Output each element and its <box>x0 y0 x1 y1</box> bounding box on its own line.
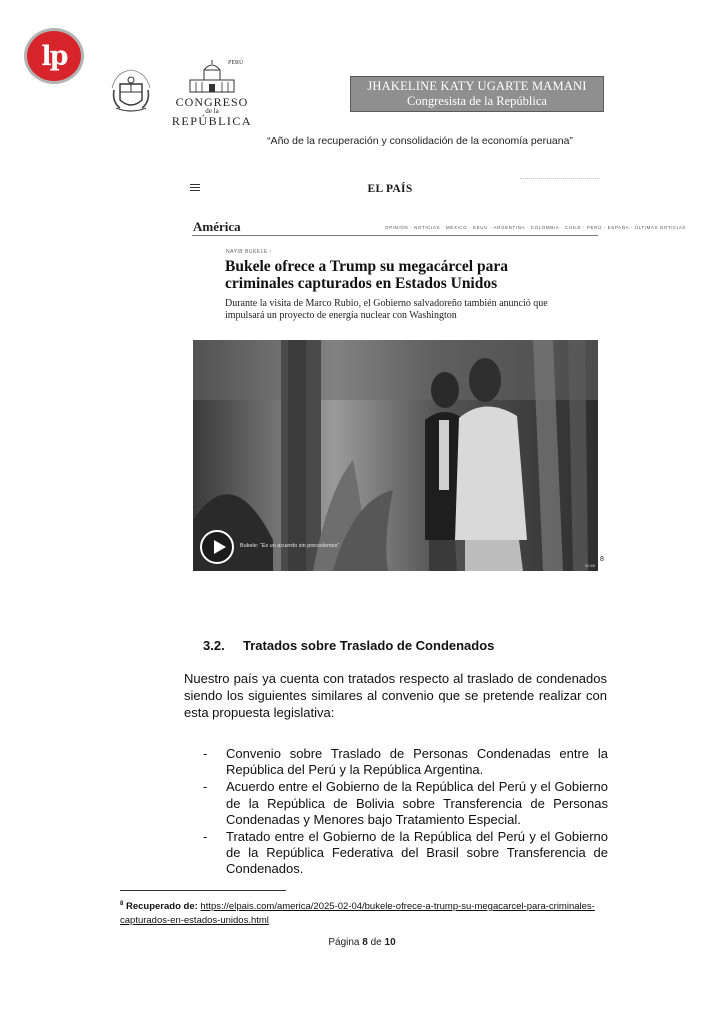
footnote-url[interactable]: https://elpais.com/america/2025-02-04/bukele-ofrece-a-trump-su-megacarcel-para-criminales-capturados-en-estados-unidos.html <box>120 901 595 927</box>
congress-country: PERÚ <box>228 60 244 66</box>
peru-coat-of-arms-icon <box>108 64 154 116</box>
lp-logo <box>24 28 84 84</box>
year-motto: “Año de la recuperación y consolidación de la economía peruana” <box>267 135 573 147</box>
footnote-divider <box>120 890 286 891</box>
nav-item: NOTICIAS <box>414 225 441 230</box>
list-bullet: - <box>203 746 208 761</box>
list-item <box>203 746 608 778</box>
congresswoman-name: JHAKELINE KATY UGARTE MAMANI <box>367 79 587 93</box>
article-headline: Bukele ofrece a Trump su megacárcel para criminales capturados en Estados Unidos <box>225 258 508 292</box>
section-intro: Nuestro país ya cuenta con tratados respecto al traslado de condenados siendo los siguientes similares al convenio que se pretende realizar con esta propuesta legislativa: <box>184 671 607 720</box>
footnote-label: Recuperado de: <box>125 901 198 913</box>
congress-line2: de la <box>205 107 219 115</box>
list-item-text: Tratado entre el Gobierno de la República del Perú y el Gobierno de la República Federativa del Brasil sobre Transferencia de Condenados. <box>226 829 608 877</box>
article-subheadline: Durante la visita de Marco Rubio, el Gobierno salvadoreño también anunció que impulsará un proyecto de energía nuclear con Washington <box>225 298 548 321</box>
page-total: 10 <box>384 937 396 948</box>
article-kicker: NAYIB BUKELE › <box>226 249 272 255</box>
site-name: EL PAÍS <box>367 183 413 195</box>
lp-logo-text: lp <box>41 40 67 72</box>
footnote-number: 8 <box>120 901 124 907</box>
nav-item: CHILE <box>564 225 582 230</box>
list-bullet: - <box>203 829 208 845</box>
page-prefix: Página <box>328 937 360 948</box>
congresswoman-banner <box>350 76 604 112</box>
nav-item: MÉXICO <box>445 225 468 230</box>
article-photo <box>193 340 598 571</box>
treaty-list <box>203 746 608 879</box>
page-number <box>300 937 424 948</box>
faint-stamp-mark <box>520 172 600 179</box>
footnote-reference: 8 <box>600 556 604 563</box>
list-item <box>203 829 608 878</box>
nav-item: ÚLTIMAS NOTICIAS <box>634 225 687 230</box>
nav-item: OPINIÓN <box>385 225 409 230</box>
congress-line3: REPÚBLICA <box>171 114 253 128</box>
article-top-nav: OPINIÓN · NOTICIAS · MÉXICO · EEUU · ARGENTINA · COLOMBIA · CHILE · PERÚ · ESPAÑA · ÚLTIMAS NOTICIAS <box>385 225 687 230</box>
congresswoman-role: Congresista de la República <box>407 94 547 108</box>
page-current: 8 <box>362 937 368 948</box>
page-of: de <box>370 937 382 948</box>
nav-item: ESPAÑA <box>607 225 629 230</box>
nav-item: PERÚ <box>586 225 602 230</box>
article-section: América <box>193 219 241 234</box>
video-play-button[interactable] <box>200 530 234 564</box>
list-bullet: - <box>203 779 208 795</box>
footnote <box>120 897 610 928</box>
nav-item: EEUU <box>473 225 488 230</box>
list-item-text: Acuerdo entre el Gobierno de la República del Perú y el Gobierno de la República de Bolivia sobre Transferencia de Personas Condenadas y Menores bajo Tratamiento Especial. <box>226 779 608 827</box>
video-duration: 02:45 <box>585 563 596 568</box>
section-title: Tratados sobre Traslado de Condenados <box>243 638 495 653</box>
congress-line1: CONGRESO <box>175 95 249 109</box>
list-item <box>203 779 608 828</box>
video-caption: Bukele: “Es un acuerdo sin precedentes” <box>240 543 340 549</box>
nav-item: ARGENTINA <box>493 225 525 230</box>
congress-logo <box>170 60 254 130</box>
article-divider <box>192 235 598 236</box>
menu-icon <box>190 184 200 193</box>
list-item-text: Convenio sobre Traslado de Personas Condenadas entre la República del Perú y la República Argentina. <box>226 746 608 778</box>
nav-item: COLOMBIA <box>530 225 560 230</box>
section-number: 3.2. <box>203 638 225 653</box>
congress-building-icon <box>184 60 240 96</box>
